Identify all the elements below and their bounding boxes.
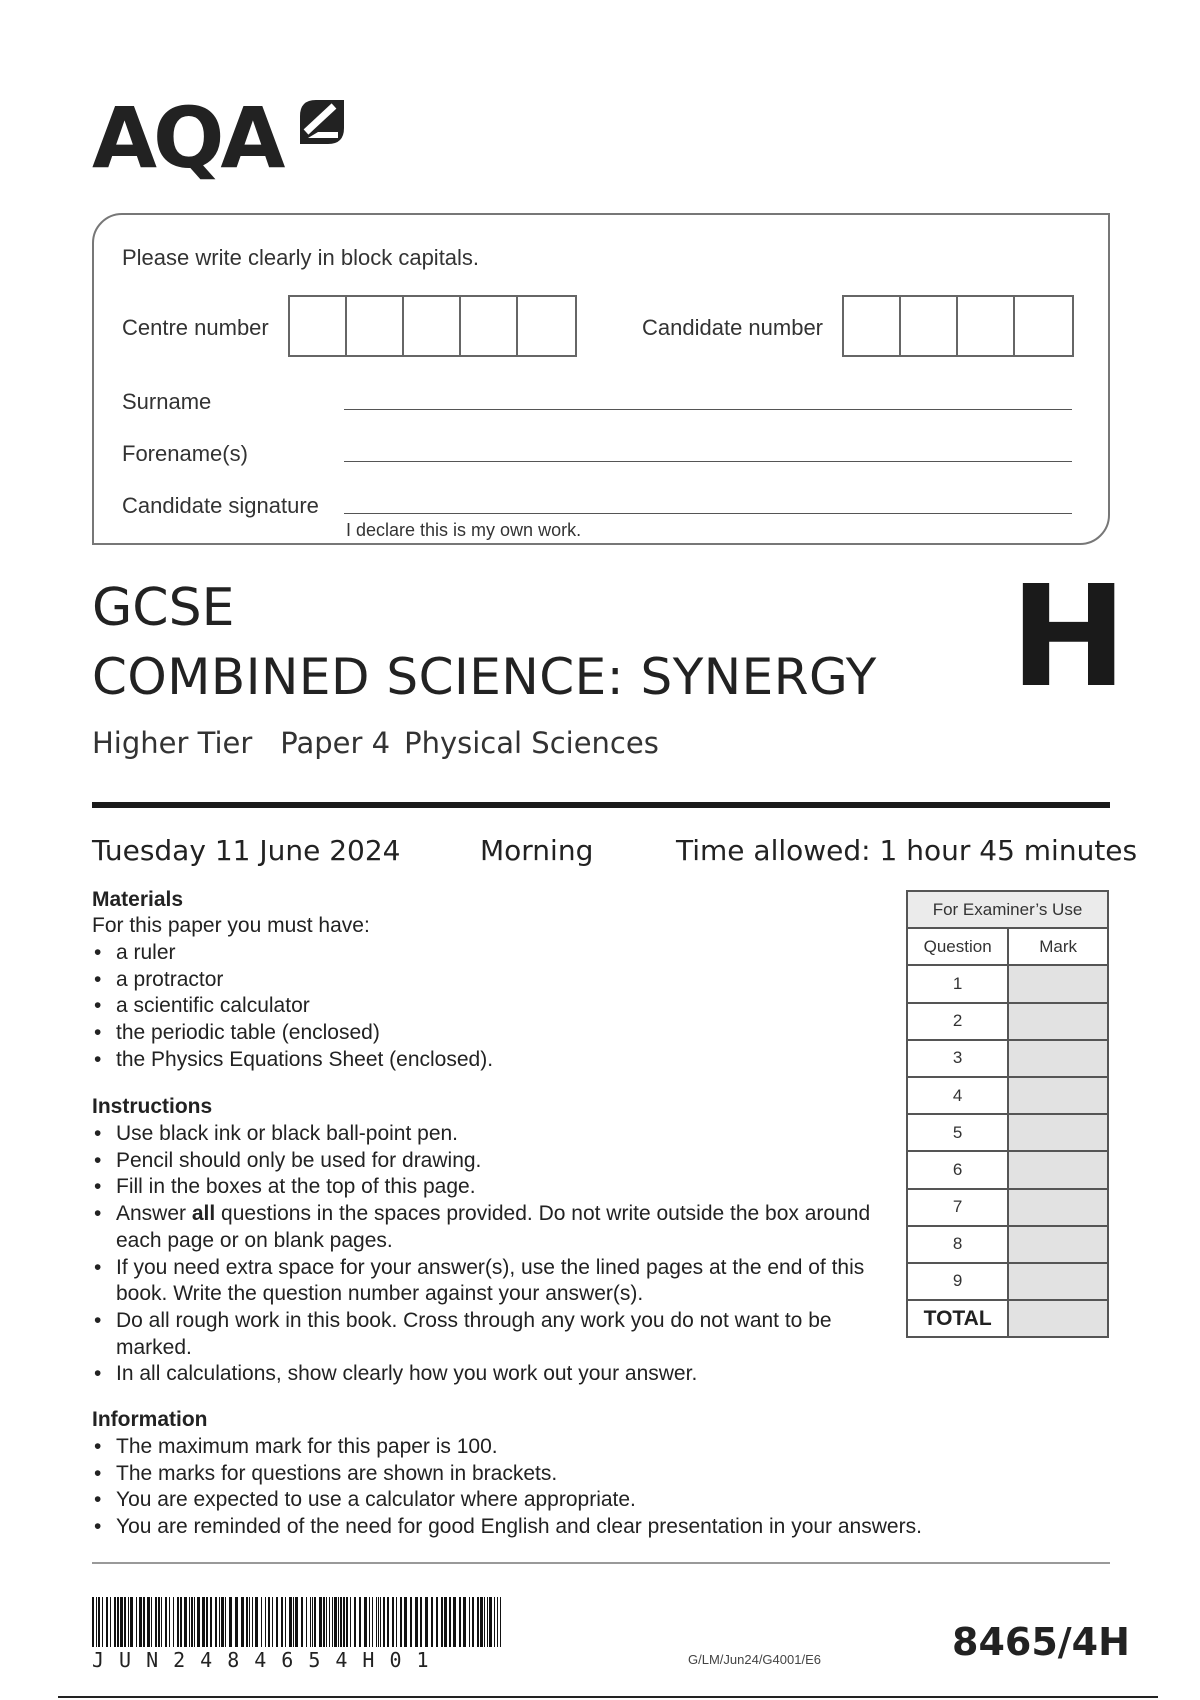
mark-cell[interactable] — [1008, 1189, 1108, 1226]
signature-line[interactable] — [344, 513, 1072, 514]
barcode-bar — [197, 1597, 200, 1647]
barcode-bar — [136, 1597, 137, 1647]
mark-cell[interactable] — [1008, 1226, 1108, 1263]
list-item: • the periodic table (enclosed) — [92, 1020, 892, 1047]
candidate-number-cell[interactable] — [844, 297, 901, 355]
barcode-bar — [241, 1597, 244, 1647]
barcode-bar — [477, 1597, 479, 1647]
barcode-bar — [246, 1597, 248, 1647]
list-item: • Pencil should only be used for drawing. — [92, 1148, 872, 1175]
barcode-bar — [346, 1597, 348, 1647]
barcode-bar — [494, 1597, 495, 1647]
barcode-bar — [202, 1597, 205, 1647]
list-item: • You are expected to use a calculator where appropriate. — [92, 1487, 1012, 1514]
total-label: TOTAL — [907, 1300, 1008, 1337]
barcode-bar — [98, 1597, 100, 1647]
barcode-bar — [235, 1597, 238, 1647]
barcode-bar — [376, 1597, 377, 1647]
barcode-bar — [387, 1597, 389, 1647]
candidate-number-label: Candidate number — [642, 315, 824, 340]
barcode-bar — [420, 1597, 422, 1647]
barcode-bar — [165, 1597, 167, 1647]
barcode-bar — [319, 1597, 322, 1647]
mark-cell[interactable] — [1008, 1040, 1108, 1077]
barcode-bar — [158, 1597, 160, 1647]
question-number: 1 — [907, 965, 1008, 1002]
barcode-bar — [364, 1597, 367, 1647]
barcode-bar — [221, 1597, 224, 1647]
candidate-number-cell[interactable] — [901, 297, 958, 355]
barcode-bar — [369, 1597, 370, 1647]
barcode-bar — [252, 1597, 253, 1647]
question-column-header: Question — [907, 928, 1008, 965]
barcode-bar — [359, 1597, 361, 1647]
candidate-number-cell[interactable] — [1015, 297, 1072, 355]
question-number: 7 — [907, 1189, 1008, 1226]
table-row — [907, 1263, 1108, 1300]
barcode-bar — [425, 1597, 428, 1647]
examiner-table-title: For Examiner’s Use — [907, 891, 1108, 928]
barcode-bar — [194, 1597, 195, 1647]
block-capitals-instruction: Please write clearly in block capitals. — [122, 245, 480, 270]
barcode-bar — [469, 1597, 470, 1647]
barcode-bar — [372, 1597, 373, 1647]
barcode-bar — [110, 1597, 111, 1647]
question-number: 8 — [907, 1226, 1008, 1263]
barcode-bar — [143, 1597, 145, 1647]
barcode-bar — [191, 1597, 193, 1647]
barcode-bar — [484, 1597, 485, 1647]
list-item: • If you need extra space for your answer(s), use the lined pages at the end of this book. Write the question number against your answer(s). — [92, 1255, 872, 1308]
barcode-bar — [180, 1597, 182, 1647]
barcode-bar — [114, 1597, 116, 1647]
mark-cell[interactable] — [1008, 1263, 1108, 1300]
declaration-text: I declare this is my own work. — [346, 520, 582, 540]
list-item: • Answer all questions in the spaces provided. Do not write outside the box around each page or on blank pages. — [92, 1201, 872, 1254]
barcode-bar — [500, 1597, 501, 1647]
specification-code: 8465/4H — [952, 1620, 1130, 1664]
barcode-bar — [173, 1597, 174, 1647]
barcode-bar — [314, 1597, 316, 1647]
barcode-bar — [310, 1597, 311, 1647]
barcode-bar — [293, 1597, 294, 1647]
barcode-bar — [487, 1597, 488, 1647]
paper-details — [92, 726, 687, 760]
barcode-bar — [268, 1597, 270, 1647]
barcode-bar — [215, 1597, 217, 1647]
barcode-bar — [206, 1597, 208, 1647]
barcode-bar — [124, 1597, 126, 1647]
paper-component: Physical Sciences — [404, 726, 659, 760]
barcode-bar — [219, 1597, 220, 1647]
barcode-bar — [169, 1597, 170, 1647]
total-mark-cell[interactable] — [1008, 1300, 1108, 1337]
list-item: • Do all rough work in this book. Cross through any work you do not want to be marked. — [92, 1308, 872, 1361]
logo-text: AQA — [92, 89, 282, 187]
list-item: • a protractor — [92, 967, 892, 994]
materials-heading: Materials — [92, 888, 184, 911]
barcode-bar — [383, 1597, 385, 1647]
barcode-bar — [289, 1597, 292, 1647]
list-item: • In all calculations, show clearly how you work out your answer. — [92, 1361, 872, 1388]
barcode-bar — [410, 1597, 412, 1647]
barcode-bar — [453, 1597, 456, 1647]
paper-number: Paper 4 — [280, 726, 391, 760]
barcode-bar — [431, 1597, 433, 1647]
barcode-bar — [444, 1597, 447, 1647]
barcode-bar — [392, 1597, 394, 1647]
table-row — [907, 1040, 1108, 1077]
mark-cell[interactable] — [1008, 965, 1108, 1002]
barcode-bar — [184, 1597, 187, 1647]
barcode-bar — [436, 1597, 438, 1647]
aqa-logo — [92, 88, 362, 188]
mark-column-header: Mark — [1008, 928, 1108, 965]
barcode-bar — [106, 1597, 108, 1647]
barcode-bar — [497, 1597, 498, 1647]
footer-divider — [92, 1562, 1110, 1564]
barcode-bar — [130, 1597, 133, 1647]
centre-number-cell[interactable] — [347, 297, 404, 355]
question-number: 2 — [907, 1003, 1008, 1040]
barcode-bar — [128, 1597, 129, 1647]
barcode-bar — [334, 1597, 337, 1647]
list-item: • The maximum mark for this paper is 100. — [92, 1434, 1012, 1461]
barcode-bar — [312, 1597, 313, 1647]
signature-label: Candidate signature — [122, 493, 319, 518]
barcode-bar — [177, 1597, 179, 1647]
centre-number-cell[interactable] — [518, 297, 575, 355]
mark-cell[interactable] — [1008, 1151, 1108, 1188]
barcode-bar — [326, 1597, 327, 1647]
surname-label: Surname — [122, 389, 212, 414]
barcode-bar — [489, 1597, 492, 1647]
document-reference: G/LM/Jun24/G4001/E6 — [688, 1652, 821, 1667]
forename-label: Forename(s) — [122, 441, 248, 466]
barcode-bar — [155, 1597, 157, 1647]
barcode-bar — [343, 1597, 345, 1647]
candidate-details-box — [92, 213, 1110, 545]
barcode-bar — [350, 1597, 351, 1647]
centre-number-cell[interactable] — [461, 297, 518, 355]
centre-number-cell[interactable] — [404, 297, 461, 355]
barcode-bar — [117, 1597, 119, 1647]
barcode-bar — [225, 1597, 226, 1647]
table-row — [907, 1003, 1108, 1040]
barcode-bar — [151, 1597, 152, 1647]
barcode-bar — [449, 1597, 451, 1647]
barcode — [92, 1597, 502, 1647]
title-divider — [92, 802, 1110, 808]
table-row — [907, 1300, 1108, 1337]
list-item: • You are reminded of the need for good English and clear presentation in your answers. — [92, 1514, 1012, 1541]
barcode-bar — [189, 1597, 190, 1647]
surname-line[interactable] — [344, 409, 1072, 410]
barcode-bar — [272, 1597, 273, 1647]
list-item: • a scientific calculator — [92, 993, 892, 1020]
centre-number-label: Centre number — [122, 315, 269, 340]
barcode-bar — [404, 1597, 407, 1647]
table-row — [907, 965, 1108, 1002]
barcode-number: JUN2484654H01 — [92, 1648, 444, 1672]
barcode-bar — [276, 1597, 278, 1647]
barcode-bar — [255, 1597, 258, 1647]
candidate-number-cell[interactable] — [958, 297, 1015, 355]
barcode-bar — [329, 1597, 330, 1647]
barcode-bar — [354, 1597, 356, 1647]
mark-cell[interactable] — [1008, 1114, 1108, 1151]
exam-date: Tuesday 11 June 2024 — [92, 834, 401, 867]
barcode-bar — [441, 1597, 443, 1647]
barcode-bar — [261, 1597, 262, 1647]
question-number: 5 — [907, 1114, 1008, 1151]
question-number: 9 — [907, 1263, 1008, 1300]
barcode-bar — [139, 1597, 142, 1647]
information-list — [92, 1434, 1012, 1541]
materials-intro: For this paper you must have: — [92, 914, 370, 937]
mark-cell[interactable] — [1008, 1003, 1108, 1040]
page-bottom-rule — [58, 1696, 1158, 1698]
centre-number-boxes[interactable] — [288, 295, 577, 357]
barcode-bar — [378, 1597, 379, 1647]
barcode-bar — [229, 1597, 232, 1647]
list-item: • a ruler — [92, 940, 892, 967]
instructions-list — [92, 1121, 872, 1388]
tier-letter: H — [1010, 556, 1128, 719]
exam-session: Morning — [480, 834, 594, 867]
examiner-use-table — [906, 890, 1109, 1338]
instructions-heading: Instructions — [92, 1095, 213, 1118]
barcode-bar — [96, 1597, 97, 1647]
list-item: • Use black ink or black ball-point pen. — [92, 1121, 872, 1148]
table-row — [907, 1114, 1108, 1151]
barcode-bar — [463, 1597, 466, 1647]
tier-name: Higher Tier — [92, 726, 253, 760]
barcode-bar — [306, 1597, 307, 1647]
candidate-number-boxes[interactable] — [842, 295, 1074, 357]
barcode-bar — [92, 1597, 94, 1647]
barcode-bar — [161, 1597, 162, 1647]
barcode-bar — [338, 1597, 339, 1647]
forename-line[interactable] — [344, 461, 1072, 462]
time-allowed: Time allowed: 1 hour 45 minutes — [676, 834, 1138, 867]
centre-number-cell[interactable] — [290, 297, 347, 355]
information-heading: Information — [92, 1408, 208, 1431]
aqa-flag-icon — [292, 92, 348, 148]
table-row — [907, 1077, 1108, 1114]
barcode-bar — [380, 1597, 381, 1647]
table-row — [907, 1226, 1108, 1263]
barcode-bar — [459, 1597, 461, 1647]
barcode-bar — [415, 1597, 418, 1647]
barcode-bar — [249, 1597, 250, 1647]
subject-title: COMBINED SCIENCE: SYNERGY — [92, 648, 877, 706]
barcode-bar — [472, 1597, 474, 1647]
question-number: 4 — [907, 1077, 1008, 1114]
list-item: • The marks for questions are shown in brackets. — [92, 1461, 1012, 1488]
barcode-bar — [301, 1597, 303, 1647]
barcode-bar — [265, 1597, 266, 1647]
barcode-bar — [400, 1597, 402, 1647]
materials-list — [92, 940, 892, 1074]
barcode-bar — [120, 1597, 123, 1647]
barcode-bar — [210, 1597, 212, 1647]
barcode-bar — [332, 1597, 333, 1647]
barcode-bar — [102, 1597, 103, 1647]
table-row — [907, 1151, 1108, 1188]
barcode-bar — [396, 1597, 397, 1647]
barcode-bar — [480, 1597, 483, 1647]
barcode-bar — [147, 1597, 150, 1647]
list-item: • Fill in the boxes at the top of this page. — [92, 1174, 872, 1201]
barcode-bar — [340, 1597, 342, 1647]
qualification-title: GCSE — [92, 578, 235, 638]
question-number: 3 — [907, 1040, 1008, 1077]
barcode-bar — [323, 1597, 325, 1647]
question-number: 6 — [907, 1151, 1008, 1188]
barcode-bar — [295, 1597, 298, 1647]
list-item: • the Physics Equations Sheet (enclosed). — [92, 1047, 892, 1074]
barcode-bar — [285, 1597, 286, 1647]
barcode-bar — [281, 1597, 283, 1647]
mark-cell[interactable] — [1008, 1077, 1108, 1114]
table-row — [907, 1189, 1108, 1226]
